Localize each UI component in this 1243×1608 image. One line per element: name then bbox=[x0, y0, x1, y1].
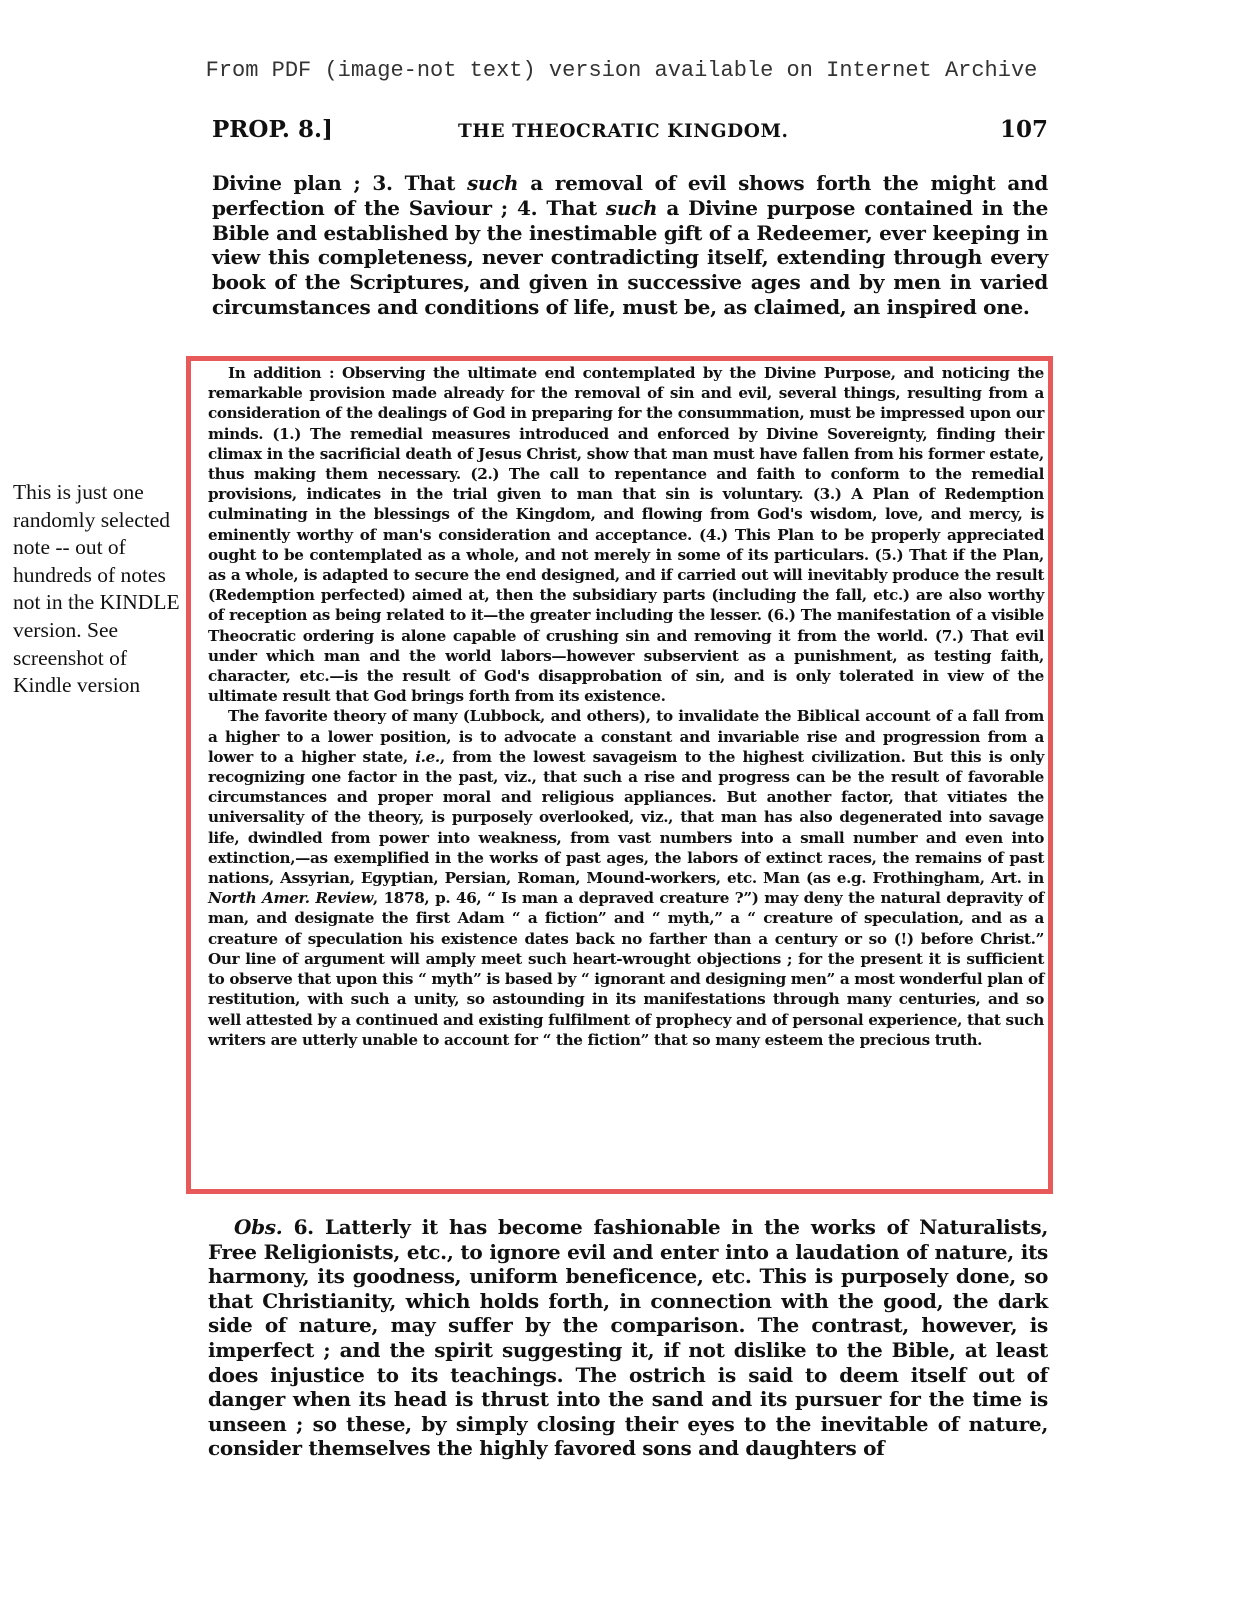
main-emphasis-1: such bbox=[466, 171, 519, 195]
footnote-p2-text-b: , from the lowest savageism to the highest civilization. But this is only recognizing one factor in the past, viz., that such a rise and progress can be the result of favorable circumstances and proper moral and religious appliances. But another factor, that vitiates the universality of the theory, is purposely overlooked, viz., that man has also degenerated into savage life, dwindled from power into weakness, from vast numbers into a small number and even into extinction,—as exemplified in the works of past ages, the labors of extinct races, the remains of past nations, Assyrian, Egyptian, Persian, Roman, Mound-workers, etc. Man (as e.g. Frothingham, Art. in bbox=[208, 747, 1044, 888]
main-text-3: a Divine purpose contained in the Bible and established by the inestimable gift of a Redeemer, ever keeping in view this completeness, never contradicting itself, extending through every book of the Scriptures, and given in successive ages and by men in varied circumstances and conditions of life, must be, as claimed, an inspired one. bbox=[212, 195, 1048, 319]
footnote-p2-journal: North Amer. Review bbox=[208, 889, 373, 908]
main-text-1: Divine plan ; 3. That bbox=[212, 171, 467, 195]
obs-text: 6. Latterly it has become fashionable in the works of Naturalists, Free Religionists, etc., to ignore evil and enter into a laudation of nature, its harmony, its goodness, uniform beneficence, etc. This is purposely done, so that Christianity, which holds forth, in connection with the good, the dark side of nature, may suffer by the comparison. The contrast, however, is imperfect ; and the spirit suggesting it, if not dislike to the Bible, at least does injustice to its teachings. The ostrich is said to deem itself out of danger when its head is thrust into the sand and its pursuer for the time is unseen ; so these, by simply closing their eyes to the inevitable of nature, consider themselves the highly favored sons and daughters of bbox=[208, 1215, 1048, 1461]
footnote-p2-text-c: , 1878, p. 46, “ Is man a depraved creature ?”) may deny the natural depravity of man, and designate the first Adam “ a fiction” and “ myth,” a “ creature of speculation, and as a creature of speculation his existence dates back no farther than a century or so (!) before Christ.” Our line of argument will amply meet such heart-wrought objections ; for the present it is sufficient to observe that upon this “ myth” is based by “ ignorant and designing men” a most wonderful plan of restitution, with such a unity, so astounding in its manifestations through many centuries, and so well attested by a continued and existing fulfilment of prophecy and of personal experience, that such writers are utterly unable to account for “ the fiction” that so many esteem the precious truth. bbox=[208, 889, 1044, 1049]
running-head bbox=[212, 116, 1048, 152]
source-note: From PDF (image-not text) version available on Internet Archive bbox=[205, 58, 1038, 83]
side-annotation: This is just one randomly selected note -- out of hundreds of notes not in the KINDLE version. See screenshot of Kindle version bbox=[13, 480, 180, 698]
footnote-paragraph-1: In addition : Observing the ultimate end contemplated by the Divine Purpose, and noticing the remarkable provision made already for the removal of sin and evil, several things, resulting from a consideration of the dealings of God in preparing for the consummation, must be impressed upon our minds. (1.) The remedial measures introduced and enforced by Divine Sovereignty, finding their climax in the sacrificial death of Jesus Christ, show that man must have fallen from his former estate, thus making them necessary. (2.) The call to repentance and faith to conform to the remedial provisions, indicates in the trial given to man that sin is voluntary. (3.) A Plan of Redemption culminating in the blessings of the Kingdom, and flowing from God's wisdom, love, and mercy, is eminently worthy of man's consideration and acceptance. (4.) This Plan to be properly appreciated ought to be contemplated as a whole, and not merely in some of its particulars. (5.) That if the Plan, as a whole, is adapted to secure the end designed, and if carried out will inevitably produce the result (Redemption perfected) aimed at, then the subsidiary parts (including the fall, etc.) are also worthy of reception as being related to it—the greater including the lesser. (6.) The manifestation of a visible Theocratic ordering is alone capable of crushing sin and removing it from the world. (7.) That evil under which man and the world labors—however subservient as a punishment, as testing faith, character, etc.—is the result of God's disapprobation of sin, and is only tolerated in view of the ultimate result that God brings forth from its existence. bbox=[208, 364, 1044, 706]
main-paragraph bbox=[212, 171, 1048, 320]
footnote-p2-text-a: The favorite theory of many (Lubbock, and others), to invalidate the Biblical account of a fall from a higher to a lower position, is to advocate a constant and invariable rise and progression from a lower to a higher state, bbox=[208, 707, 1044, 766]
obs-label: Obs. bbox=[234, 1215, 283, 1239]
main-emphasis-2: such bbox=[605, 195, 658, 220]
proposition-label: PROP. 8.] bbox=[212, 116, 333, 143]
page-number: 107 bbox=[999, 116, 1048, 143]
main-text-2: a removal of evil shows forth the might and perfection of the Saviour ; 4. That bbox=[212, 171, 1048, 220]
footnote-text bbox=[208, 363, 1044, 1050]
footnote-p2-ie: i.e. bbox=[415, 747, 440, 766]
observation-paragraph bbox=[208, 1215, 1048, 1461]
book-title: THE THEOCRATIC KINGDOM. bbox=[458, 121, 789, 142]
footnote-paragraph-2 bbox=[208, 706, 1044, 1049]
